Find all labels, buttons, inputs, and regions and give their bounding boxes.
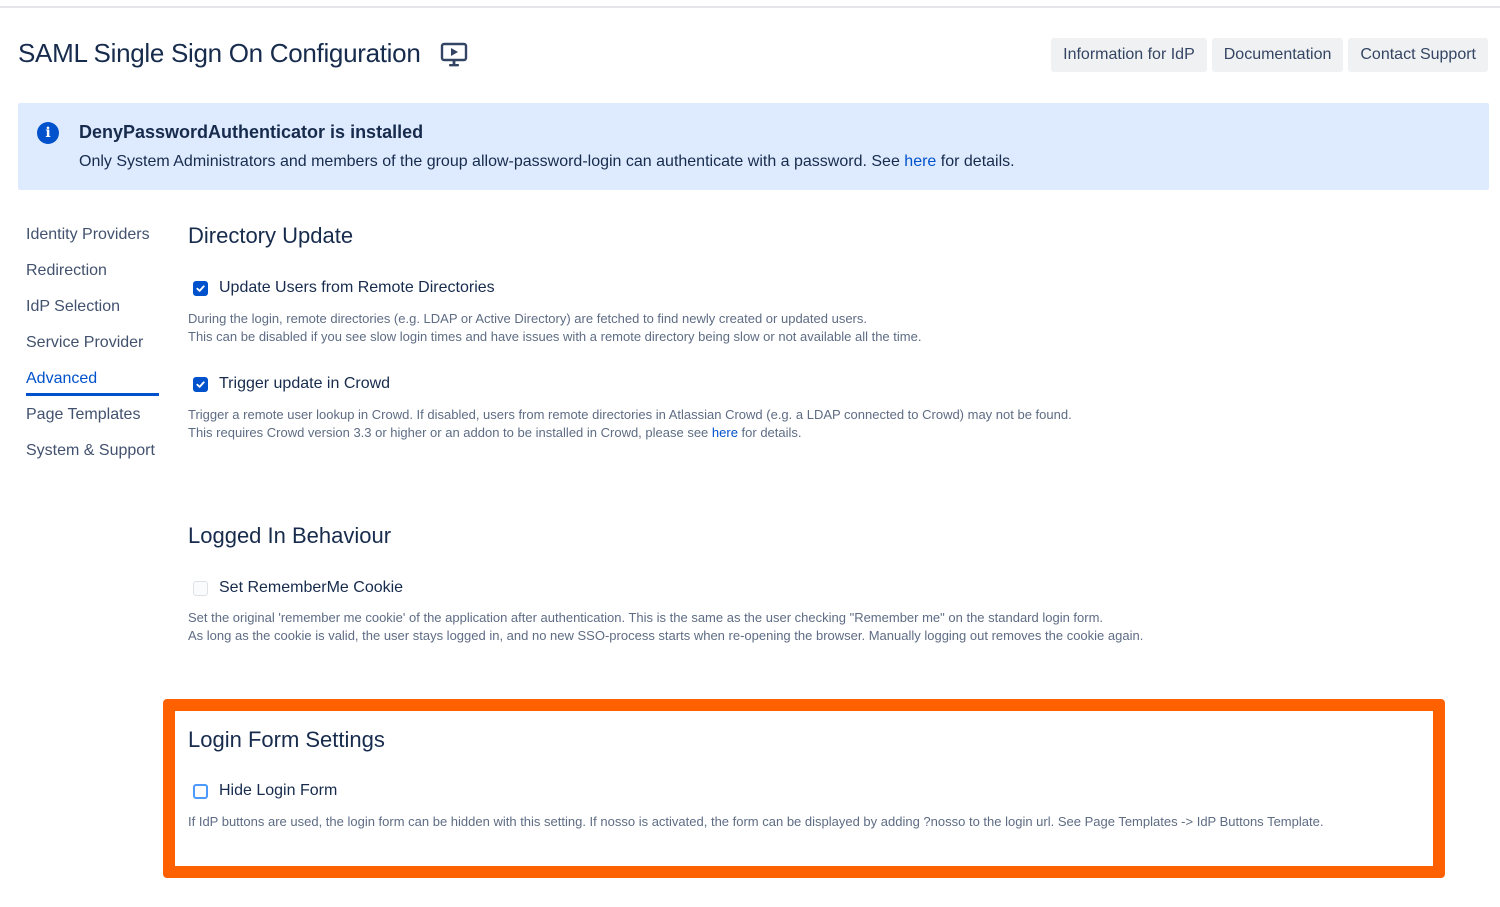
sidebar-item-page-templates[interactable]: Page Templates [26, 406, 141, 423]
header-button-group [1051, 38, 1488, 72]
banner-message [79, 153, 1015, 171]
banner-text-after: for details. [936, 153, 1015, 170]
hide-login-form-description [188, 813, 1323, 831]
remember-me-checkbox[interactable] [193, 581, 208, 596]
sidebar-nav [26, 224, 160, 476]
info-banner [18, 103, 1489, 190]
hide-login-form-label[interactable]: Hide Login Form [219, 782, 338, 799]
trigger-crowd-desc-line2 [188, 424, 1072, 442]
trigger-crowd-desc-after: for details. [737, 425, 802, 440]
sidebar-item-advanced[interactable]: Advanced [26, 368, 160, 404]
sidebar-item-system-support[interactable]: System & Support [26, 442, 155, 459]
trigger-crowd-label[interactable]: Trigger update in Crowd [219, 375, 391, 392]
documentation-button[interactable]: Documentation [1212, 38, 1344, 72]
update-users-row [193, 279, 495, 297]
contact-support-button[interactable]: Contact Support [1348, 38, 1488, 72]
directory-update-heading: Directory Update [188, 223, 354, 248]
sidebar-item-idp-selection[interactable]: IdP Selection [26, 298, 120, 315]
trigger-crowd-desc-before: This requires Crowd version 3.3 or higher or an addon to be installed in Crowd, please see [188, 425, 712, 440]
check-icon [195, 379, 206, 390]
information-for-idp-button[interactable]: Information for IdP [1051, 38, 1207, 72]
presentation-play-icon[interactable] [440, 42, 468, 68]
top-divider [0, 6, 1500, 8]
trigger-crowd-description [188, 406, 1072, 442]
login-form-settings-heading: Login Form Settings [188, 727, 385, 752]
trigger-crowd-desc-line1: Trigger a remote user lookup in Crowd. If disabled, users from remote directories in Atlassian Crowd (e.g. a LDAP connected to Crowd) may not be found. [188, 407, 1072, 422]
trigger-crowd-row [193, 375, 390, 393]
sidebar-item-redirection[interactable]: Redirection [26, 262, 107, 279]
hide-login-form-row [193, 782, 337, 800]
banner-title: DenyPasswordAuthenticator is installed [79, 122, 424, 142]
highlight-box [163, 699, 1445, 878]
banner-here-link[interactable]: here [904, 153, 937, 170]
remember-me-label[interactable]: Set RememberMe Cookie [219, 579, 404, 596]
remember-me-desc-line2: As long as the cookie is valid, the user stays logged in, and no new SSO-process starts when re-opening the browser. Manually logging out removes the cookie again. [188, 628, 1144, 643]
remember-me-desc-line1: Set the original 'remember me cookie' of the application after authentication. This is the same as the user checking "Remember me" on the standard login form. [188, 610, 1104, 625]
banner-text-before: Only System Administrators and members of the group allow-password-login can authenticate with a password. See [79, 153, 905, 170]
sidebar-item-service-provider[interactable]: Service Provider [26, 334, 144, 351]
update-users-desc-line2: This can be disabled if you see slow login times and have issues with a remote directory being slow or not available all the time. [188, 329, 922, 344]
check-icon [195, 283, 206, 294]
page-title: SAML Single Sign On Configuration [18, 38, 421, 68]
sidebar-item-identity-providers[interactable]: Identity Providers [26, 226, 150, 243]
update-users-desc-line1: During the login, remote directories (e.g. LDAP or Active Directory) are fetched to find newly created or updated users. [188, 311, 867, 326]
hide-login-form-checkbox[interactable] [193, 784, 208, 799]
logged-in-behaviour-heading: Logged In Behaviour [188, 523, 392, 548]
hide-login-form-desc-line: If IdP buttons are used, the login form can be hidden with this setting. If nosso is activated, the form can be displayed by adding ?nosso to the login url. See Page Templates -> IdP Buttons Template. [188, 814, 1324, 829]
update-users-label[interactable]: Update Users from Remote Directories [219, 279, 495, 296]
remember-me-description [188, 609, 1143, 645]
update-users-checkbox[interactable] [193, 281, 208, 296]
crowd-here-link[interactable]: here [711, 425, 738, 440]
info-icon: i [37, 122, 59, 144]
remember-me-row [193, 579, 403, 597]
update-users-description [188, 310, 921, 346]
trigger-crowd-checkbox[interactable] [193, 377, 208, 392]
